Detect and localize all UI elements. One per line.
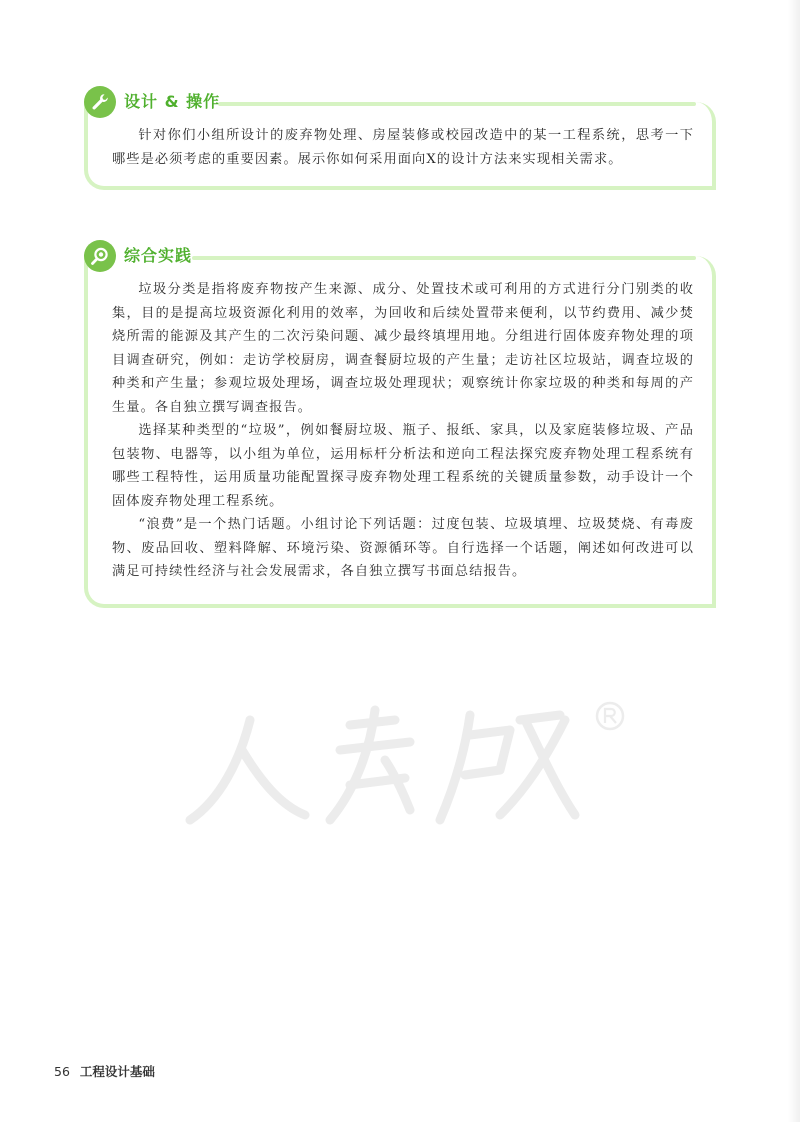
- book-title: 工程设计基础: [79, 1064, 155, 1079]
- section-badge: [84, 240, 116, 272]
- paragraph: “浪费”是一个热门话题。小组讨论下列话题：过度包装、垃圾填埋、垃圾焚烧、有毒废物、废品回收、塑料降解、环境污染、资源循环等。自行选择一个话题，阐述如何改进可以满足可持续性经济与社会发展需求，各自独立撰写书面总结报告。: [112, 517, 694, 579]
- section-badge: [84, 86, 116, 118]
- section-frame-top: [192, 256, 696, 260]
- section-body: [112, 124, 694, 171]
- magnifier-icon: [89, 245, 111, 267]
- paragraph: 选择某种类型的“垃圾”，例如餐厨垃圾、瓶子、报纸、家具，以及家庭装修垃圾、产品包装物、电器等，以小组为单位，运用标杆分析法和逆向工程法探究废弃物处理工程系统有哪些工程特性，运用质量功能配置探寻废弃物处理工程系统的关键质量参数，动手设计一个固体废弃物处理工程系统。: [112, 423, 694, 509]
- publisher-watermark: [180, 690, 640, 840]
- paragraph: 垃圾分类是指将废弃物按产生来源、成分、处置技术或可利用的方式进行分门别类的收集，目的是提高垃圾资源化利用的效率，为回收和后续处置带来便利，以节约费用、减少焚烧所需的能源及其产生的二次污染问题、减少最终填埋用地。分组进行固体废弃物处理的项目调查研究，例如：走访学校厨房，调查餐厨垃圾的产生量；走访社区垃圾站，调查垃圾的种类和产生量；参观垃圾处理场，调查垃圾处理现状；观察统计你家垃圾的种类和每周的产生量。各自独立撰写调查报告。: [112, 282, 694, 415]
- page-footer: [54, 1062, 155, 1080]
- wrench-icon: [90, 92, 110, 112]
- section-title: 设计 & 操作: [124, 92, 221, 111]
- design-operation-section: [84, 86, 716, 190]
- section-frame-top: [218, 102, 696, 106]
- paragraph: 针对你们小组所设计的废弃物处理、房屋装修或校园改造中的某一工程系统，思考一下哪些是必须考虑的重要因素。展示你如何采用面向X的设计方法来实现相关需求。: [112, 128, 694, 167]
- section-body: [112, 278, 694, 584]
- page-number: 56: [54, 1064, 70, 1079]
- comprehensive-practice-section: [84, 240, 716, 608]
- page-edge-shadow: [788, 0, 800, 1122]
- section-title: 综合实践: [124, 246, 193, 265]
